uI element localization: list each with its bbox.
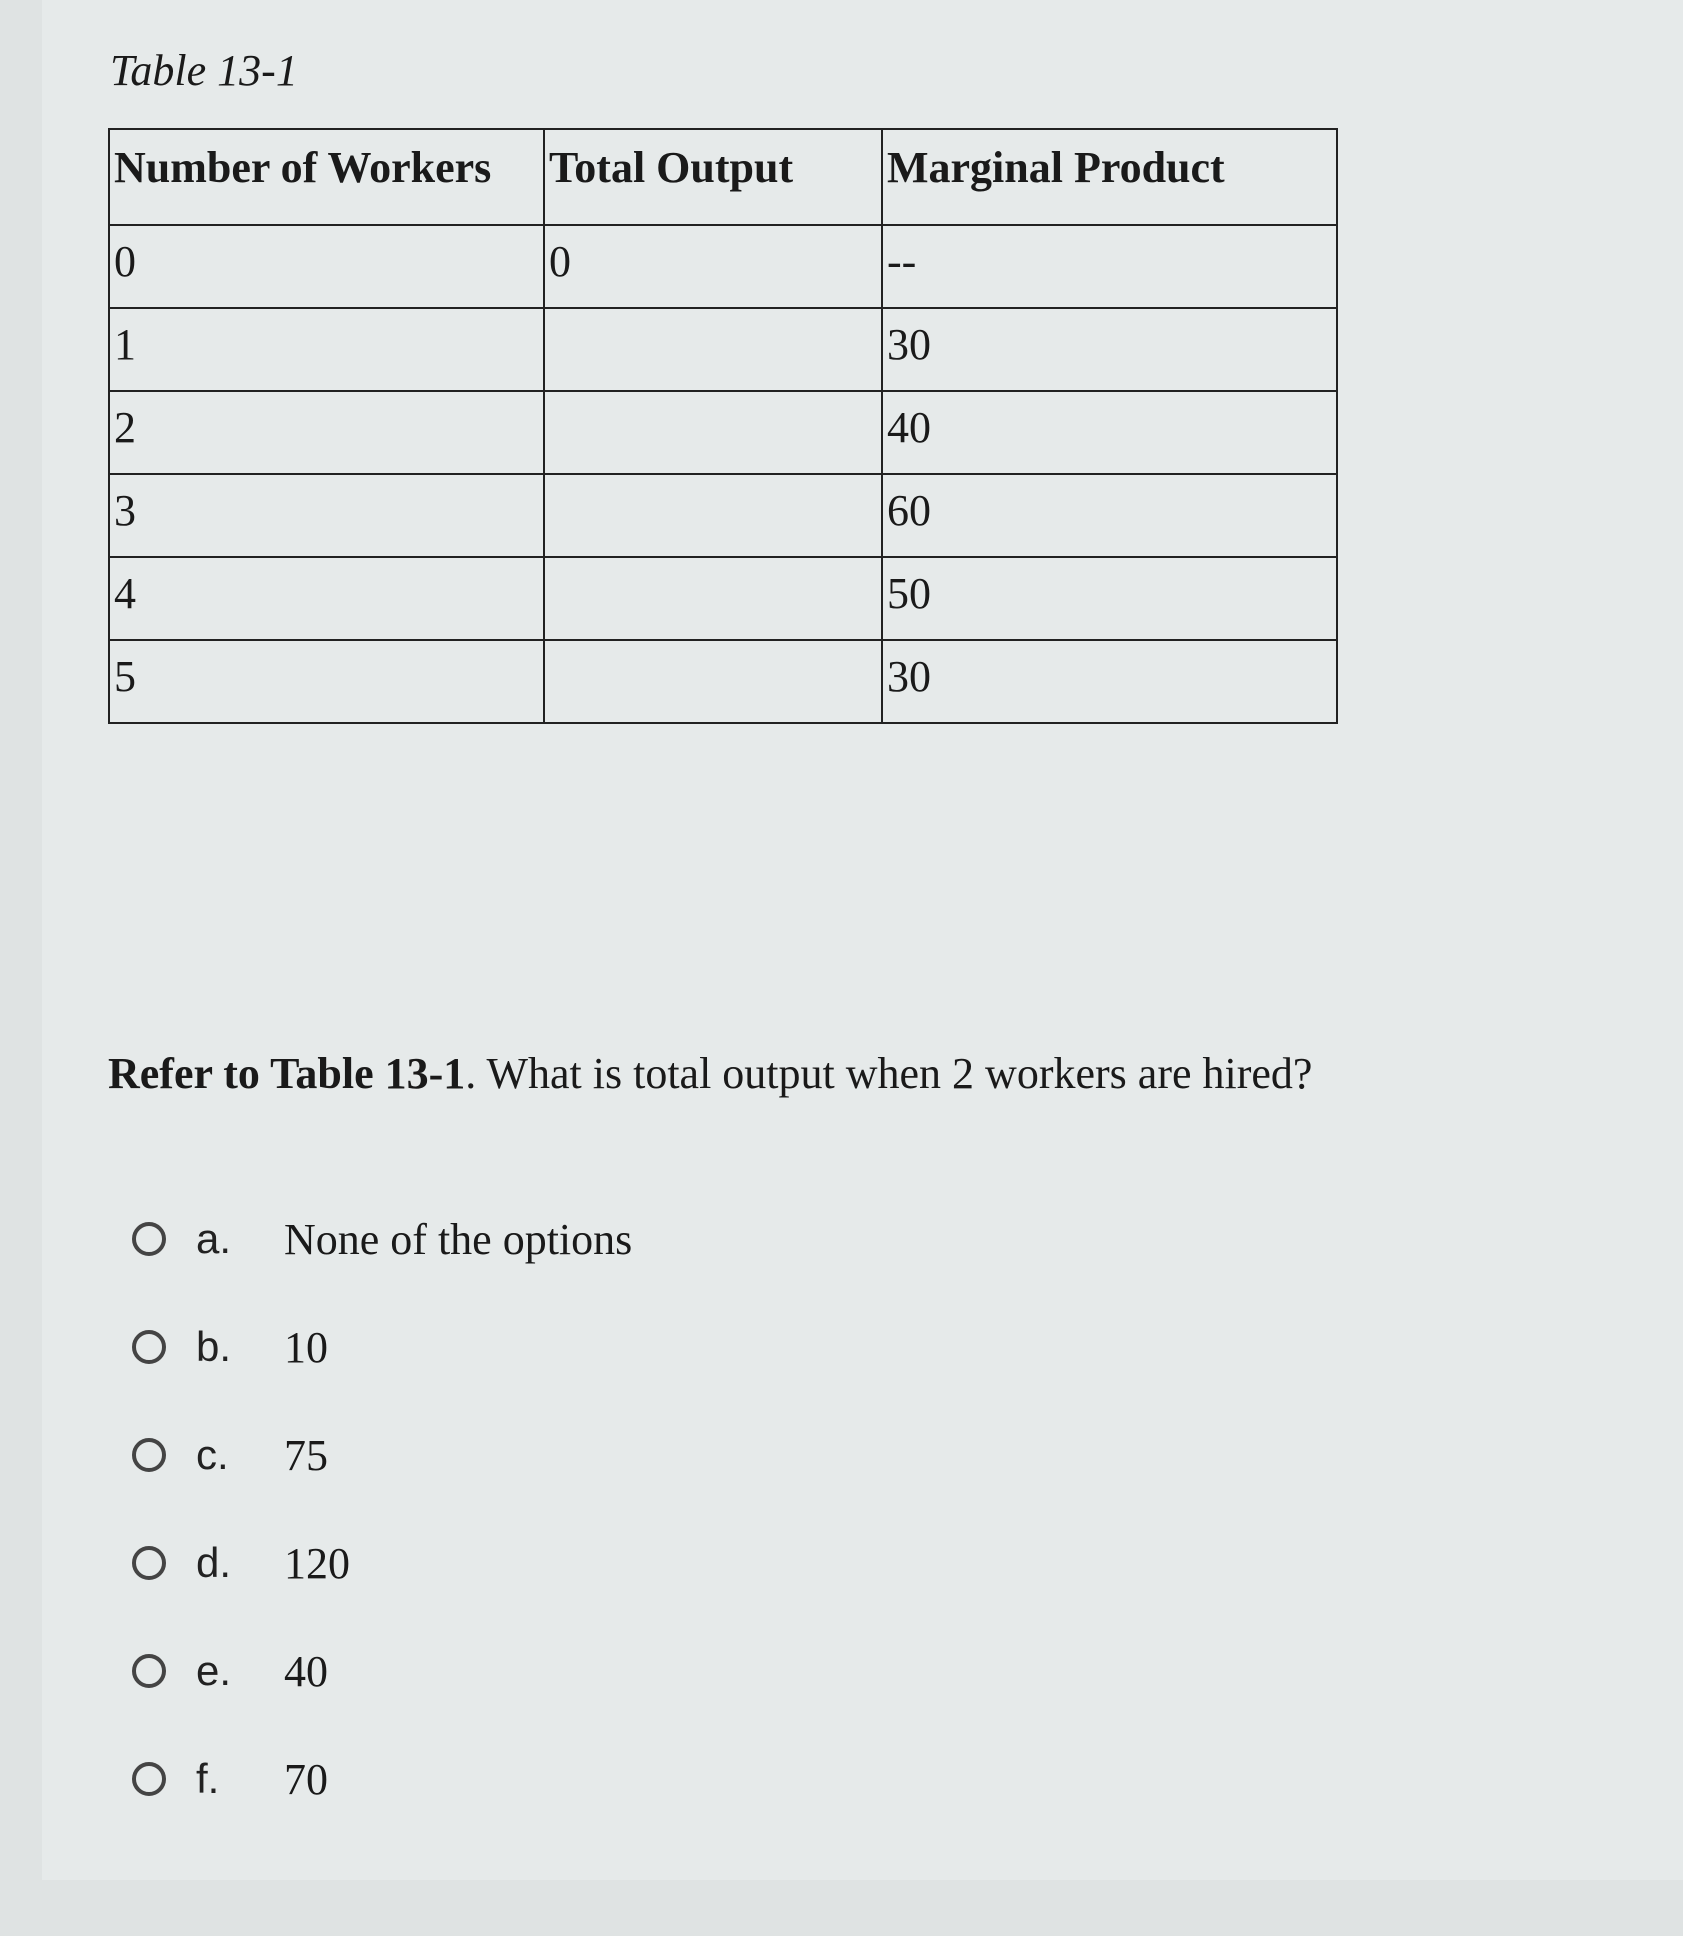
header-total-output: Total Output <box>544 129 882 225</box>
question-reference: Refer to Table 13-1 <box>108 1049 466 1098</box>
workers-cell: 5 <box>109 640 544 723</box>
option-f[interactable] <box>132 1725 632 1833</box>
radio-button-icon[interactable] <box>132 1546 166 1580</box>
table-row <box>109 474 1337 557</box>
production-table <box>108 128 1338 724</box>
option-e[interactable] <box>132 1617 632 1725</box>
marginal-product-cell: 40 <box>882 391 1337 474</box>
workers-cell: 1 <box>109 308 544 391</box>
radio-button-icon[interactable] <box>132 1762 166 1796</box>
option-label: 70 <box>284 1754 328 1804</box>
table-title: Table 13-1 <box>110 46 298 95</box>
total-output-cell: 0 <box>544 225 882 308</box>
header-marginal-product: Marginal Product <box>882 129 1337 225</box>
table-row <box>109 640 1337 723</box>
marginal-product-cell: 30 <box>882 640 1337 723</box>
option-letter: f. <box>196 1755 220 1802</box>
table-row <box>109 557 1337 640</box>
option-letter: a. <box>196 1215 232 1262</box>
option-label: 10 <box>284 1322 328 1372</box>
option-label: 40 <box>284 1646 328 1696</box>
option-b[interactable] <box>132 1293 632 1401</box>
table-header-row <box>109 129 1337 225</box>
marginal-product-cell: 60 <box>882 474 1337 557</box>
radio-button-icon[interactable] <box>132 1438 166 1472</box>
option-d[interactable] <box>132 1509 632 1617</box>
workers-cell: 0 <box>109 225 544 308</box>
table-row <box>109 308 1337 391</box>
workers-cell: 3 <box>109 474 544 557</box>
table-row <box>109 225 1337 308</box>
radio-button-icon[interactable] <box>132 1654 166 1688</box>
option-letter: d. <box>196 1539 232 1586</box>
radio-button-icon[interactable] <box>132 1330 166 1364</box>
option-letter: b. <box>196 1323 232 1370</box>
option-label: None of the options <box>284 1214 633 1264</box>
header-number-of-workers: Number of Workers <box>109 129 544 225</box>
marginal-product-cell: 50 <box>882 557 1337 640</box>
total-output-cell <box>544 640 882 723</box>
total-output-cell <box>544 308 882 391</box>
total-output-cell <box>544 474 882 557</box>
question-body: . What is total output when 2 workers are hired? <box>465 1049 1313 1098</box>
marginal-product-cell: 30 <box>882 308 1337 391</box>
marginal-product-cell: -- <box>882 225 1337 308</box>
workers-cell: 2 <box>109 391 544 474</box>
option-label: 120 <box>284 1538 350 1588</box>
answer-options <box>132 1185 632 1833</box>
workers-cell: 4 <box>109 557 544 640</box>
option-letter: c. <box>196 1431 229 1478</box>
total-output-cell <box>544 557 882 640</box>
option-label: 75 <box>284 1430 328 1480</box>
question-text <box>108 1048 1312 1099</box>
option-a[interactable] <box>132 1185 632 1293</box>
option-letter: e. <box>196 1647 232 1694</box>
radio-button-icon[interactable] <box>132 1222 166 1256</box>
total-output-cell <box>544 391 882 474</box>
table-row <box>109 391 1337 474</box>
option-c[interactable] <box>132 1401 632 1509</box>
